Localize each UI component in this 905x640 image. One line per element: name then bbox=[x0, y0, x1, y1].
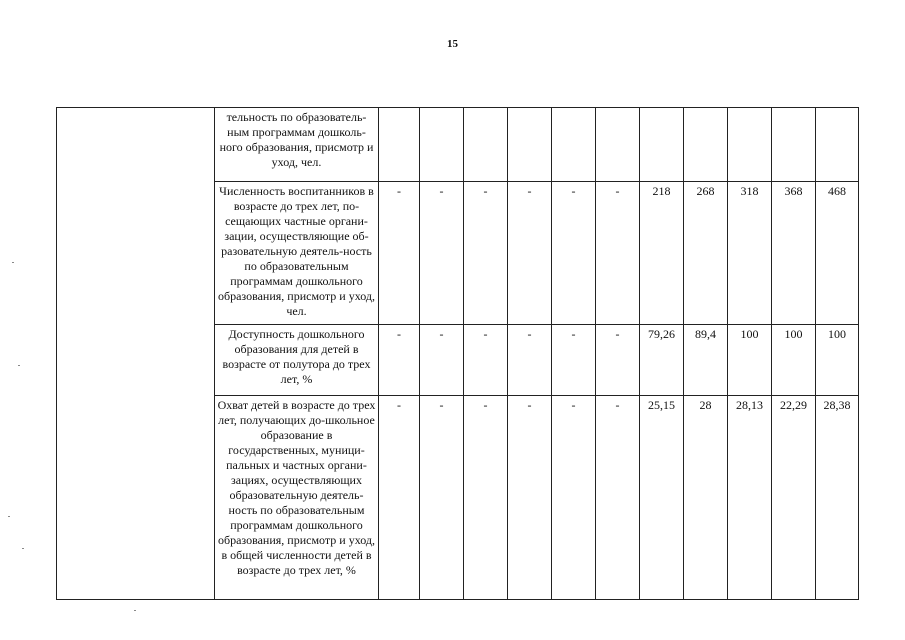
value-cell bbox=[684, 108, 728, 182]
value-cell: - bbox=[464, 325, 508, 396]
value-cell: 318 bbox=[728, 182, 772, 325]
indicator-description: Охват детей в возрасте до трех лет, получающих до-школьное образование в государственных, муници-пальных и частных органи-зациях, осуществляющих образовательную деятель-ность по образовательным программам дошкольного образования, присмотр и уход, в общей численности детей в возрасте до трех лет, % bbox=[215, 396, 379, 600]
value-cell: - bbox=[552, 325, 596, 396]
value-cell: 268 bbox=[684, 182, 728, 325]
value-cell bbox=[552, 108, 596, 182]
value-cell: 218 bbox=[640, 182, 684, 325]
value-cell: - bbox=[552, 396, 596, 600]
value-cell: - bbox=[596, 182, 640, 325]
value-cell: - bbox=[508, 182, 552, 325]
value-cell bbox=[508, 108, 552, 182]
value-cell bbox=[772, 108, 816, 182]
value-cell: 368 bbox=[772, 182, 816, 325]
value-cell: - bbox=[596, 325, 640, 396]
value-cell: - bbox=[420, 182, 464, 325]
value-cell bbox=[379, 108, 420, 182]
indicator-description: Численность воспитанников в возрасте до трех лет, по-сещающих частные органи-зации, осуществляющие об-разовательную деятель-ность по образовательным программам дошкольного образования, присмотр и уход, чел. bbox=[215, 182, 379, 325]
value-cell bbox=[640, 108, 684, 182]
value-cell: - bbox=[464, 182, 508, 325]
value-cell: - bbox=[379, 325, 420, 396]
page-number: 15 bbox=[447, 38, 458, 50]
value-cell: - bbox=[508, 396, 552, 600]
value-cell bbox=[596, 108, 640, 182]
value-cell: 22,29 bbox=[772, 396, 816, 600]
indicator-description: тельность по образователь-ным программам дошколь-ного образования, присмотр и уход, чел. bbox=[215, 108, 379, 182]
value-cell: 28,13 bbox=[728, 396, 772, 600]
value-cell: - bbox=[596, 396, 640, 600]
indicator-table bbox=[56, 107, 859, 600]
value-cell: 28,38 bbox=[816, 396, 859, 600]
value-cell bbox=[816, 108, 859, 182]
blank-first-column bbox=[57, 108, 215, 600]
value-cell: 89,4 bbox=[684, 325, 728, 396]
value-cell: 100 bbox=[816, 325, 859, 396]
value-cell: 79,26 bbox=[640, 325, 684, 396]
value-cell: 100 bbox=[728, 325, 772, 396]
value-cell: 25,15 bbox=[640, 396, 684, 600]
value-cell: - bbox=[420, 325, 464, 396]
value-cell: 468 bbox=[816, 182, 859, 325]
indicator-description: Доступность дошкольного образования для детей в возрасте от полутора до трех лет, % bbox=[215, 325, 379, 396]
value-cell: - bbox=[508, 325, 552, 396]
value-cell: 28 bbox=[684, 396, 728, 600]
value-cell: - bbox=[552, 182, 596, 325]
value-cell: - bbox=[464, 396, 508, 600]
value-cell bbox=[728, 108, 772, 182]
table-row bbox=[57, 108, 859, 182]
value-cell: - bbox=[379, 182, 420, 325]
value-cell: - bbox=[420, 396, 464, 600]
value-cell: - bbox=[379, 396, 420, 600]
value-cell bbox=[420, 108, 464, 182]
value-cell: 100 bbox=[772, 325, 816, 396]
value-cell bbox=[464, 108, 508, 182]
